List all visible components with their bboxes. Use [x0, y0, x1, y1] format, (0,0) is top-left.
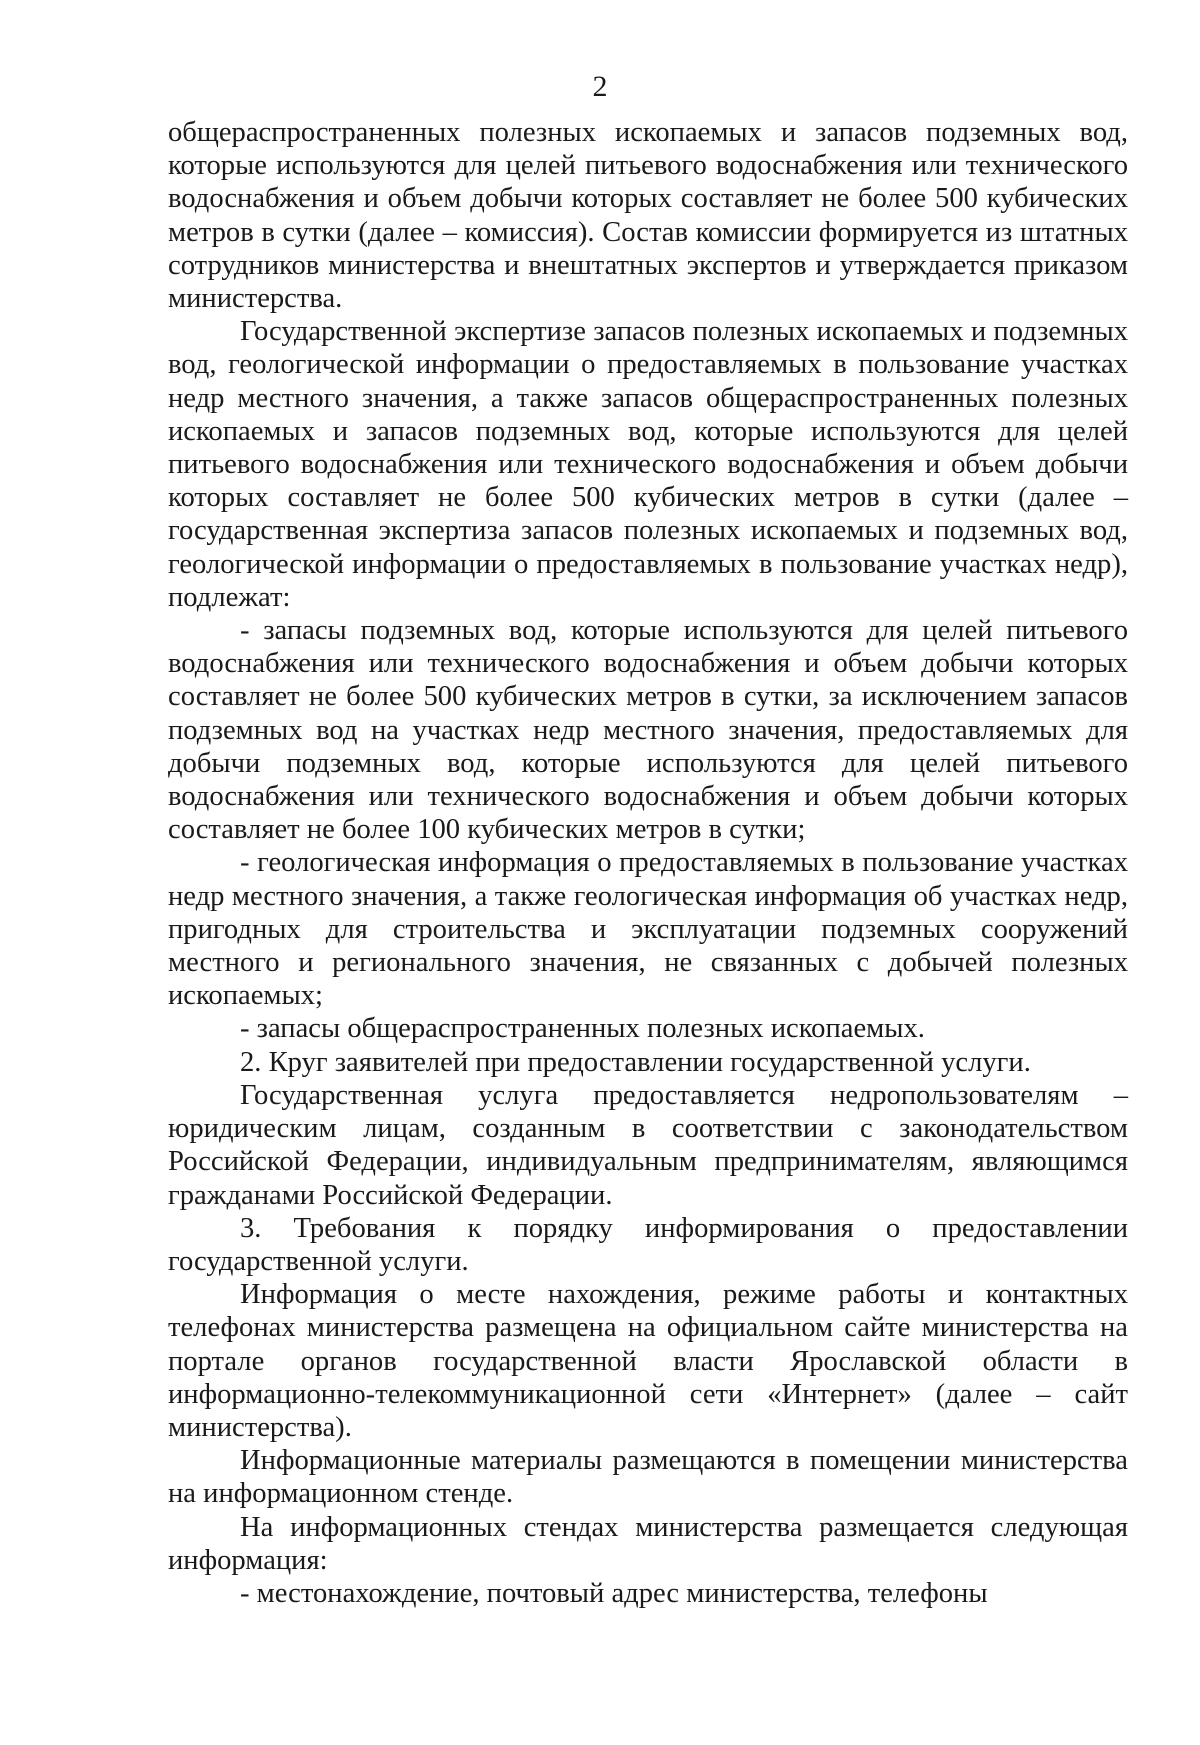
- list-item: - запасы подземных вод, которые используются для целей питьевого водоснабжения или технического водоснабжения и объем добычи которых составляет не более 500 кубических метров в сутки, за исключением запасов подземных вод на участках недр местного значения, предоставляемых для добычи подземных вод, которые используются для целей питьевого водоснабжения или технического водоснабжения и объем добычи которых составляет не более 100 кубических метров в сутки;: [168, 615, 1128, 846]
- paragraph: Информационные материалы размещаются в помещении министерства на информационном стенде.: [168, 1445, 1128, 1510]
- page-number: 2: [592, 70, 608, 103]
- list-item: - запасы общераспространенных полезных ископаемых.: [240, 1013, 925, 1045]
- paragraph: Государственной экспертизе запасов полезных ископаемых и подземных вод, геологической информации о предоставляемых в пользование участках недр местного значения, а также запасов общераспространенных полезных ископаемых и запасов подземных вод, которые используются для целей питьевого водоснабжения или технического водоснабжения и объем добычи которых составляет не более 500 кубических метров в сутки (далее – государственная экспертиза запасов полезных ископаемых и подземных вод, геологической информации о предоставляемых в пользование участках недр), подлежат:: [168, 316, 1128, 613]
- paragraph: Информация о месте нахождения, режиме работы и контактных телефонах министерства размещена на официальном сайте министерства на портале органов государственной власти Ярославской области в информационно-телекоммуникационной сети «Интернет» (далее – сайт министерства).: [168, 1279, 1128, 1443]
- paragraph: Государственная услуга предоставляется недропользователям – юридическим лицам, созданным в соответствии с законодательством Российской Федерации, индивидуальным предпринимателям, являющимся гражданами Российской Федерации.: [168, 1079, 1128, 1211]
- section-heading: 2. Круг заявителей при предоставлении государственной услуги.: [240, 1046, 1031, 1078]
- section-heading: 3. Требования к порядку информирования о предоставлении государственной услуги.: [168, 1212, 1128, 1277]
- list-item: - геологическая информация о предоставляемых в пользование участках недр местного значения, а также геологическая информация об участках недр, пригодных для строительства и эксплуатации подземных сооружений местного и регионального значения, не связанных с добычей полезных ископаемых;: [168, 847, 1128, 1012]
- paragraph: На информационных стендах министерства размещается следующая информация:: [168, 1511, 1128, 1576]
- paragraph: общераспространенных полезных ископаемых и запасов подземных вод, которые используются для целей питьевого водоснабжения или технического водоснабжения и объем добычи которых составляет не более 500 кубических метров в сутки (далее – комиссия). Состав комиссии формируется из штатных сотрудников министерства и внештатных экспертов и утверждается приказом министерства.: [168, 117, 1128, 315]
- list-item: - местонахождение, почтовый адрес министерства, телефоны: [240, 1577, 988, 1609]
- document-body: [168, 116, 1128, 1610]
